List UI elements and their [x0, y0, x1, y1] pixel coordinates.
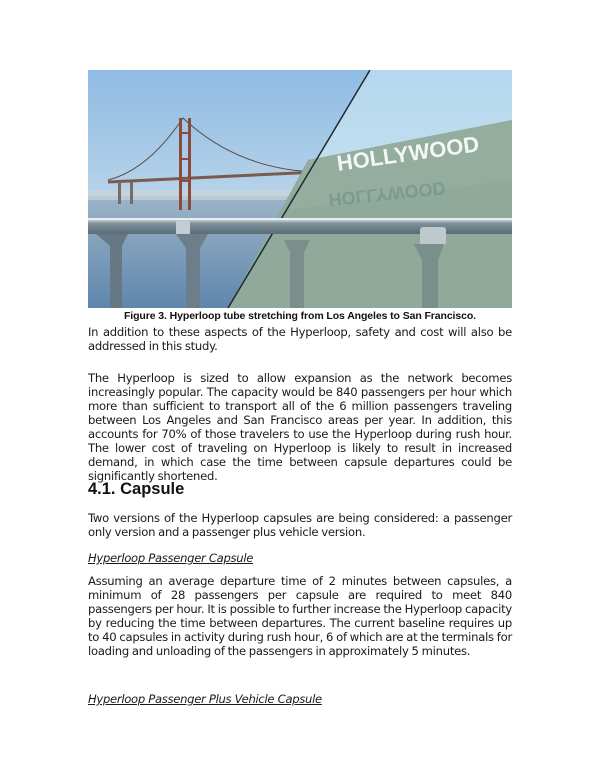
hollywood-sign-text: HOLLYWOOD [335, 131, 481, 176]
passenger-capsule-subheading: Hyperloop Passenger Capsule [88, 551, 254, 565]
section-heading: 4.1. Capsule [88, 480, 185, 498]
figure-caption: Figure 3. Hyperloop tube stretching from Los Angeles to San Francisco. [123, 310, 476, 322]
passenger-capsule-paragraph: Assuming an average departure time of 2 minutes between capsules, a minimum of 28 passengers per capsule are required to meet 840 passengers per hour. It is possible to further increase the Hyperloop capacity by reducing the time between departures. The current baseline requires up to 40 capsules in activity during rush hour, 6 of which are at the terminals for loading and unloading of the passengers in approximately 5 minutes. [88, 574, 512, 658]
hyperloop-figure-image [88, 70, 512, 308]
capacity-paragraph: The Hyperloop is sized to allow expansion as the network becomes increasingly popular. The capacity would be 840 passengers per hour which more than sufficient to transport all of the 6 million passengers traveling between Los Angeles and San Francisco areas per year. In addition, this accounts for 70% of those travelers to use the Hyperloop during rush hour. The lower cost of traveling on Hyperloop is likely to result in increased demand, in which case the time between capsule departures could be significantly shortened. [88, 371, 512, 483]
capsule-intro-paragraph: Two versions of the Hyperloop capsules are being considered: a passenger only version and a passenger plus vehicle version. [88, 511, 512, 539]
intro-paragraph: In addition to these aspects of the Hyperloop, safety and cost will also be addressed in this study. [88, 325, 512, 353]
svg-text:HOLLYWOOD: HOLLYWOOD [327, 177, 447, 210]
vehicle-capsule-subheading: Hyperloop Passenger Plus Vehicle Capsule [88, 692, 322, 706]
